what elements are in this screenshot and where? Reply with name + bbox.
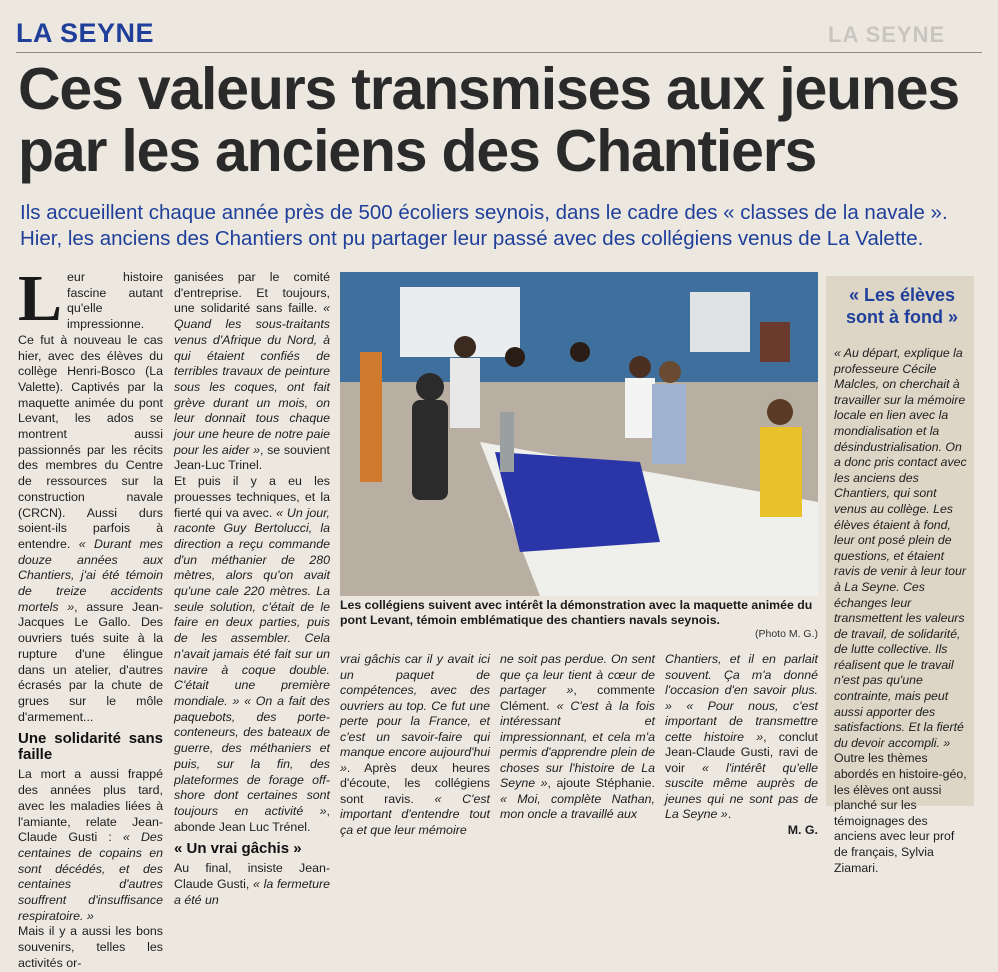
subheading: « Un vrai gâchis » bbox=[174, 840, 302, 858]
article-column-1 bbox=[18, 262, 163, 972]
drop-cap: L bbox=[18, 262, 63, 335]
quote: Chantiers, et il en parlait souvent. Ça m'a donné l'occasion d'en savoir plus. » bbox=[665, 652, 818, 713]
quote: « la fermeture a été un bbox=[174, 877, 330, 907]
headline: Ces valeurs transmises aux jeunes par les anciens des Chantiers bbox=[18, 56, 959, 184]
standfirst: Ils accueillent chaque année près de 500 écoliers seynois, dans le cadre des « classes de la navale ». Hier, les anciens des Chantiers ont pu partager leur passé avec des collégiens venus de La Valette. bbox=[20, 201, 948, 250]
quote: vrai gâchis car il y avait ici un paquet de compétences, avec des ouvriers au top. Ce fut une perte pour la France, et c'est un savoir-faire qui manque encore aujourd'hui » bbox=[340, 652, 490, 775]
photo-caption: Les collégiens suivent avec intérêt la démonstration avec la maquette animée du pont Levant, témoin emblématique des chantiers navals seynois. bbox=[340, 598, 813, 627]
paragraph: La mort a aussi frappé des années plus tard, avec les maladies liées à l'amiante, relate Jean-Claude Gusti : « Des centaines de copains en sont décédés, et des centaines d'autres souffrent d'insuffisance respiratoire. » bbox=[18, 767, 163, 923]
quote: « Durant mes douze années aux Chantiers, j'ai été témoin de treize accidents mortels » bbox=[18, 536, 163, 614]
bleed-through-text: LA SEYNE bbox=[828, 22, 946, 47]
rubric-divider bbox=[16, 52, 982, 53]
article-column-4: ne soit pas perdue. On sent que ça leur tient à cœur de partager », commente Clément. « C'est à la fois intéressant et impressionnant, et cela m'a permis d'apprendre plein de choses sur l'histoire de La Seyne », ajoute Stéphanie. « Moi, complète Nathan, mon oncle a travaillé aux bbox=[500, 652, 655, 821]
quote: « Au départ, explique la professeure Cécile Malcles, on cherchait à travailler sur la mémoire locale en lien avec la mondialisation et la désindustrialisation. On a donc pris contact avec les anciens des Chantiers, qui sont venus au collège. Les élèves étaient à fond, leur ont posé plein de questions, et étaient ravis de venir à leur tour à La Seyne. Ces échanges leur transmettent les valeurs de travail, de solidarité, de lutte collective. Ils réalisent que le travail n'est pas qu'une contrainte, mais peut aussi apporter des satisfactions. Et la fierté du devoir accompli. » bbox=[834, 346, 967, 750]
section-rubric: LA SEYNE bbox=[16, 18, 155, 48]
quote: « C'est important d'entendre tout ça et que leur mémoire bbox=[340, 791, 490, 837]
paragraph: Mais il y a aussi les bons souvenirs, telles les activités or- bbox=[18, 924, 163, 970]
quote: « On a fait des paquebots, des porte-conteneurs, des bateaux de guerre, des méthaniers et puis, sur la fin, des plateformes de forage off-shore dont certaines sont toujours en activité » bbox=[174, 693, 330, 818]
quote: « Pour nous, c'est important de transmettre cette histoire » bbox=[665, 698, 818, 744]
author-signature: M. G. bbox=[787, 822, 818, 837]
paragraph: ganisées par le comité d'entreprise. Et toujours, une solidarité sans faille. « Quand les sous-traitants venus d'Afrique du Nord, à qui étaient confiés de terribles travaux de peinture sous les coques, ont fait grève durant un mois, on leur donnait tous chaque jour une heure de notre paie pour les aider », se souvient Jean-Luc Trinel. bbox=[174, 270, 330, 473]
quote: « Un jour, raconte Guy Bertolucci, la direction a reçu commande d'un méthanier de 280 mètres, alors qu'on avait qu'une cale 220 mètres. La seule solution, c'était de le faire en deux parties, puis de les assembler. Cela n'avait jamais été fait sur un navire à coque double. C'était une première mondiale. » bbox=[174, 505, 330, 708]
paragraph: Au final, insiste Jean-Claude Gusti, « la fermeture a été un bbox=[174, 861, 330, 907]
sidebar-title: « Les élèves sont à fond » bbox=[846, 285, 958, 327]
article-column-5: Chantiers, et il en parlait souvent. Ça m'a donné l'occasion d'en savoir plus. » « Pour nous, c'est important de transmettre cette histoire », conclut Jean-Claude Gusti, ravi de voir « l'intérêt qu'elle suscite même auprès de jeunes qui ne sont pas de La Seyne ». M. G. bbox=[665, 652, 818, 837]
article-column-3: vrai gâchis car il y avait ici un paquet de compétences, avec des ouvriers au top. Ce fut une perte pour la France, et c'est un savoir-faire qui manque encore aujourd'hui ». Après deux heures d'écoute, les collégiens sont ravis. « C'est important d'entendre tout ça et que leur mémoire bbox=[340, 652, 490, 837]
subheading: Une solidarité sans faille bbox=[18, 730, 163, 764]
quote: « Moi, complète Nathan, mon oncle a travaillé aux bbox=[500, 791, 655, 821]
article-column-2 bbox=[174, 270, 330, 908]
quote: ne soit pas perdue. On sent que ça leur tient à cœur de partager » bbox=[500, 652, 655, 697]
photo-credit: (Photo M. G.) bbox=[754, 628, 818, 640]
photo-illustration bbox=[340, 272, 818, 596]
intro-paragraph: Leur histoire fascine autant qu'elle impressionne. Ce fut à nouveau le cas hier, avec des élèves du collège Henri-Bosco (La Valette). Captivés par la maquette animée du pont Levant, les ados se montrent aussi passionnés par les récits des membres du Centre de ressources sur la construction navale (CRCN). Aussi durs soient-ils parfois à entendre. « Durant mes douze années aux Chantiers, j'ai été témoin de treize accidents mortels », assure Jean-Jacques Le Gallo. Des ouvriers tués suite à la rupture d'une élingue dans un atelier, d'autres écrasés par la chute de grues sur le môle d'armement... bbox=[18, 262, 163, 724]
article-photo bbox=[340, 272, 818, 596]
sidebar-body: « Au départ, explique la professeure Cécile Malcles, on cherchait à travailler sur la mémoire locale en lien avec la mondialisation et la désindustrialisation. On a donc pris contact avec les anciens des Chantiers, qui sont venus au collège. Les élèves étaient à fond, leur ont posé plein de questions, et étaient ravis de venir à leur tour à La Seyne. Ces échanges leur transmettent les valeurs de travail, de solidarité, de lutte collective. Ils réalisent que le travail n'est pas qu'une contrainte, mais peut aussi apporter des satisfactions. Et la fierté du devoir accompli. » Outre les thèmes abordés en histoire-géo, les élèves ont aussi planché sur les témoignages des anciens avec leur prof de français, Sylvia Ziamari. bbox=[834, 346, 967, 875]
quote: « C'est à la fois intéressant et impressionnant, et cela m'a permis d'apprendre plein de choses sur l'histoire de La Seyne » bbox=[500, 698, 655, 790]
quote: « Quand les sous-traitants venus d'Afrique du Nord, à qui étaient confiés de terribles travaux de peinture sous les coques, ont fait grève durant un mois, on leur donnait tous chaque jour une heure de notre paie pour les aider » bbox=[174, 301, 330, 457]
quote: « l'intérêt qu'elle suscite même auprès de jeunes qui ne sont pas de La Seyne » bbox=[665, 760, 818, 821]
paragraph: Et puis il y a eu les prouesses techniques, et la fierté qui va avec. « Un jour, raconte Guy Bertolucci, la direction a reçu commande d'un méthanier de 280 mètres, alors qu'on avait qu'une cale 220 mètres. La seule solution, c'était de le faire en deux parties, puis de les assembler. Cela n'avait jamais été fait sur un navire à coque double. C'était une première mondiale. » « On a fait des paquebots, des porte-conteneurs, des bateaux de guerre, des méthaniers et puis, sur la fin, des plateformes de forage off-shore dont certaines sont toujours en activité », abonde Jean Luc Trénel. bbox=[174, 474, 330, 834]
quote: « Des centaines de copains en sont décédés, et des centaines d'autres souffrent d'insuffisance respiratoire. » bbox=[18, 830, 163, 923]
